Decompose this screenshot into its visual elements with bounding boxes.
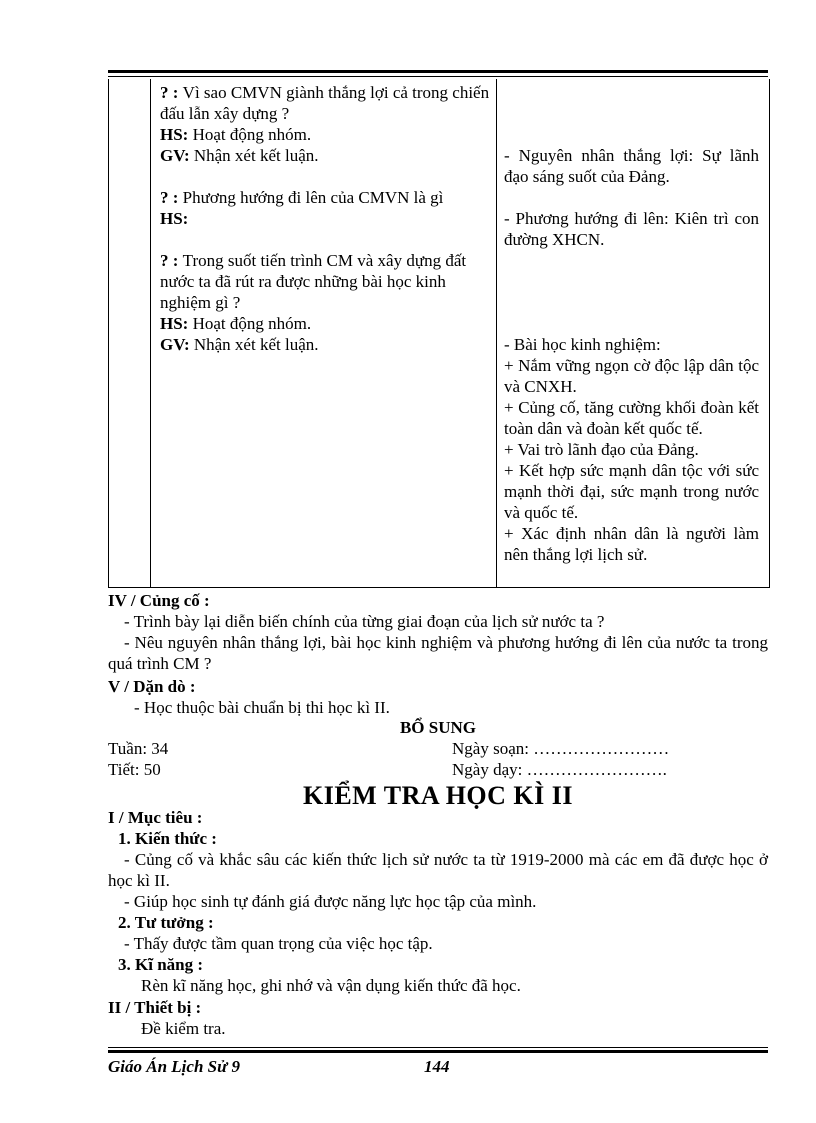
student-row: HS: [160, 209, 189, 228]
footer-rule-thick [108, 1050, 768, 1053]
teacher-row: GV: Nhận xét kết luận. [160, 146, 319, 165]
lesson-table [108, 79, 770, 588]
content-line: - Phương hướng đi lên: Kiên trì con đường XHCN. [504, 209, 759, 249]
footer-title: Giáo Án Lịch Sử 9 [108, 1057, 241, 1076]
question-row: ? : Trong suốt tiến trình CM và xây dựng đất nước ta đã rút ra được những bài học kinh nghiệm gì ? [160, 251, 467, 312]
content-line: + Nắm vững ngọn cờ độc lập dân tộc và CNXH. [504, 356, 759, 396]
section-muc-tieu [108, 807, 768, 996]
section-heading: IV / Củng cố : [108, 591, 210, 610]
content-line: + Xác định nhân dân là người làm nên thắng lợi lịch sử. [504, 524, 759, 564]
section-dan-do [108, 676, 768, 718]
table-bottom-border [109, 587, 769, 588]
teacher-student-activities [160, 82, 491, 355]
list-item: - Học thuộc bài chuẩn bị thi học kì II. [134, 698, 390, 717]
list-item: - Thấy được tầm quan trọng của việc học tập. [124, 934, 433, 953]
page-footer [108, 1057, 768, 1077]
content-line: - Bài học kinh nghiệm: [504, 335, 661, 354]
content-cell [504, 208, 759, 250]
section-heading: I / Mục tiêu : [108, 808, 203, 827]
section-heading: II / Thiết bị : [108, 998, 202, 1017]
list-item: - Giúp học sinh tự đánh giá được năng lực học tập của mình. [124, 892, 537, 911]
content-cell [504, 334, 759, 565]
list-item: - Trình bày lại diễn biến chính của từng giai đoạn của lịch sử nước ta ? [124, 612, 605, 631]
content-line: + Kết hợp sức mạnh dân tộc với sức mạnh thời đại, sức mạnh trong nước và quốc tế. [504, 461, 759, 522]
list-item: Đề kiểm tra. [141, 1019, 226, 1038]
content-line: + Củng cố, tăng cường khối đoàn kết toàn dân và đoàn kết quốc tế. [504, 398, 759, 438]
content-cell [504, 145, 759, 187]
page-title: KIỂM TRA HỌC KÌ II [302, 781, 573, 810]
question-row: ? : Phương hướng đi lên của CMVN là gì [160, 188, 444, 207]
prepare-date: Ngày soạn: …………………… [452, 739, 670, 758]
list-item: - Nêu nguyên nhân thắng lợi, bài học kinh nghiệm và phương hướng đi lên của nước ta trong quá trình CM ? [108, 633, 768, 673]
student-row: HS: Hoạt động nhóm. [160, 125, 312, 144]
table-column-divider [150, 79, 151, 588]
table-column-divider [496, 79, 497, 588]
content-line: - Nguyên nhân thắng lợi: Sự lãnh đạo sáng suốt của Đảng. [504, 146, 759, 186]
subsection-heading: 2. Tư tưởng : [118, 913, 214, 932]
content-line: + Vai trò lãnh đạo của Đảng. [504, 440, 699, 459]
section-cung-co [108, 590, 768, 674]
header-rule-thick [108, 70, 768, 73]
footer-rule-thin [108, 1047, 768, 1048]
list-item: - Củng cố và khắc sâu các kiến thức lịch sử nước ta từ 1919-2000 mà các em đã được học ở học kì II. [108, 850, 768, 890]
list-item: Rèn kĩ năng học, ghi nhớ và vận dụng kiến thức đã học. [141, 976, 521, 995]
section-thiet-bi [108, 997, 768, 1039]
supplement-heading: BỔ SUNG [399, 718, 477, 737]
subsection-heading: 3. Kĩ năng : [118, 955, 204, 974]
header-rule-thin [108, 76, 768, 77]
teach-date: Ngày dạy: ……………………. [452, 760, 667, 779]
subsection-heading: 1. Kiến thức : [118, 829, 217, 848]
period-label: Tiết: 50 [108, 760, 161, 779]
page-number: 144 [424, 1057, 450, 1076]
teacher-row: GV: Nhận xét kết luận. [160, 335, 319, 354]
week-label: Tuần: 34 [108, 739, 169, 758]
section-heading: V / Dặn dò : [108, 677, 196, 696]
lesson-meta [108, 738, 768, 780]
student-row: HS: Hoạt động nhóm. [160, 314, 312, 333]
question-row: ? : Vì sao CMVN giành thắng lợi cả trong chiến đấu lẫn xây dựng ? [160, 83, 490, 123]
